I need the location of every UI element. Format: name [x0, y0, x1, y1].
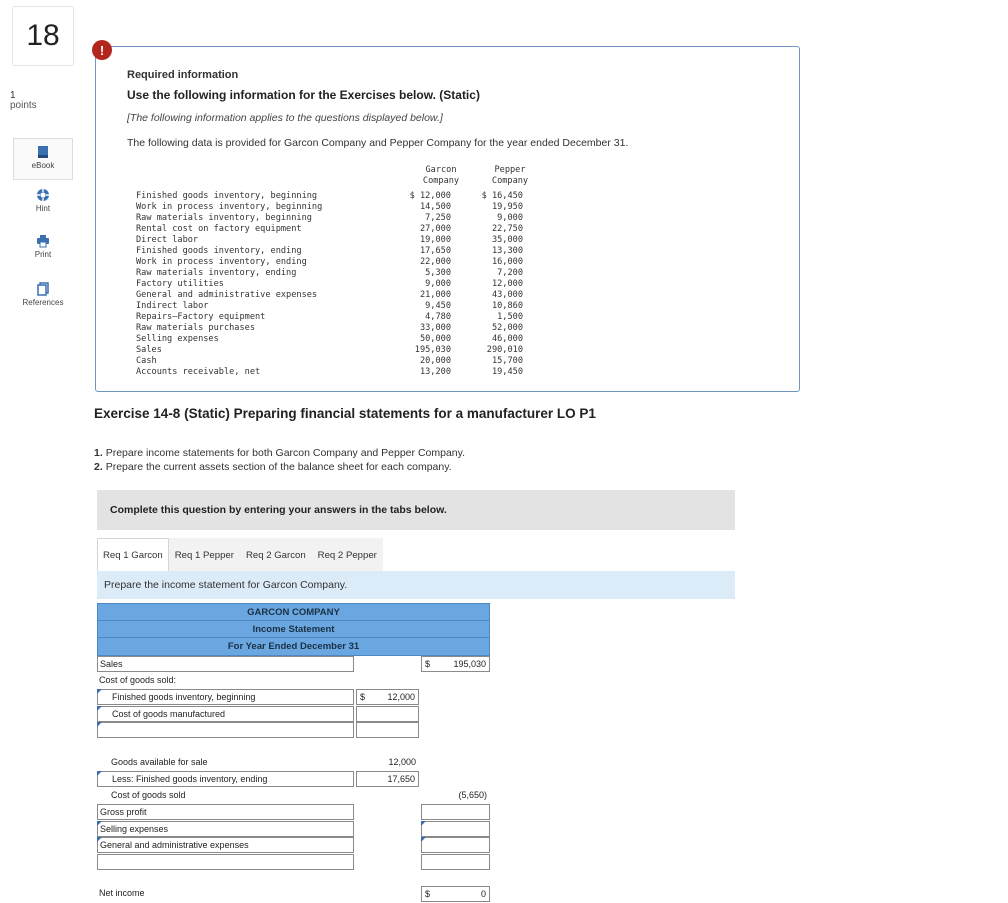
fg-ending-row	[97, 771, 490, 788]
blank-label-input[interactable]	[97, 722, 354, 738]
pepper-value: 9,000	[497, 213, 523, 223]
print-button[interactable]	[13, 234, 73, 276]
row-label: Finished goods inventory, beginning	[136, 191, 318, 201]
selling-amount[interactable]	[421, 821, 490, 837]
cgm-amount[interactable]	[356, 706, 419, 722]
garcon-value: 21,000	[419, 290, 451, 300]
blank-amount-input-2[interactable]	[421, 854, 490, 870]
exercise-title: Exercise 14-8 (Static) Preparing financial statements for a manufacturer LO P1	[94, 406, 596, 421]
pepper-value: 19,950	[491, 202, 523, 212]
pepper-value: 43,000	[491, 290, 523, 300]
cogs-heading-row	[97, 673, 490, 690]
income-statement	[97, 603, 490, 903]
requirement-tabs	[97, 536, 383, 572]
row-label: Selling expenses	[136, 334, 219, 344]
pepper-value: 12,000	[491, 279, 523, 289]
ebook-button[interactable]	[13, 138, 73, 180]
applies-note: [The following information applies to the questions displayed below.]	[127, 112, 443, 124]
garcon-value: 9,450	[425, 301, 451, 311]
net-income-amount[interactable]: $ 0	[421, 886, 490, 902]
garcon-value: 27,000	[419, 224, 451, 234]
pepper-value: 1,500	[497, 312, 523, 322]
instruction-1: 1. Prepare income statements for both Garcon Company and Pepper Company.	[94, 447, 466, 459]
garcon-value: 13,200	[419, 367, 451, 377]
pepper-value: 16,000	[491, 257, 523, 267]
row-label: Raw materials purchases	[136, 323, 255, 333]
references-icon	[36, 282, 50, 296]
row-label: Direct labor	[136, 235, 199, 245]
fg-beginning-label[interactable]: Finished goods inventory, beginning	[97, 689, 354, 705]
lifebuoy-icon	[36, 188, 50, 202]
pepper-value: 7,200	[497, 268, 523, 278]
prepare-instruction: Prepare the income statement for Garcon Company.	[97, 571, 735, 599]
sales-amount[interactable]: $ 195,030	[421, 656, 490, 672]
data-intro: The following data is provided for Garcon Company and Pepper Company for the year ended December 31.	[127, 137, 629, 149]
pepper-value: 35,000	[491, 235, 523, 245]
row-label: Work in process inventory, beginning	[136, 202, 323, 212]
garcon-value: 195,030	[414, 345, 451, 355]
row-label: Rental cost on factory equipment	[136, 224, 302, 234]
garcon-value: 9,000	[425, 279, 451, 289]
row-label: Finished goods inventory, ending	[136, 246, 302, 256]
row-label: Raw materials inventory, ending	[136, 268, 297, 278]
cogs-total-row	[97, 788, 490, 805]
net-income-row	[97, 886, 490, 903]
gafs-row	[97, 755, 490, 772]
row-label: Repairs—Factory equipment	[136, 312, 266, 322]
tab-req1-garcon[interactable]: Req 1 Garcon	[97, 538, 169, 572]
tab-req2-pepper[interactable]: Req 2 Pepper	[312, 538, 383, 572]
garcon-value: 4,780	[425, 312, 451, 322]
garcon-value: 14,500	[419, 202, 451, 212]
garcon-column-header: Garcon Company	[422, 165, 460, 186]
tab-req2-garcon[interactable]: Req 2 Garcon	[240, 538, 312, 572]
income-statement-header	[97, 603, 490, 656]
spacer-row	[97, 739, 490, 755]
cogs-total-amount: (5,650)	[458, 789, 487, 800]
row-label: Raw materials inventory, beginning	[136, 213, 312, 223]
complete-question-banner: Complete this question by entering your answers in the tabs below.	[97, 490, 735, 530]
hint-button[interactable]	[13, 188, 73, 230]
pepper-column-header: Pepper Company	[491, 165, 529, 186]
company-name: GARCON COMPANY	[98, 604, 489, 621]
statement-period: For Year Ended December 31	[227, 641, 360, 652]
cogs-heading: Cost of goods sold:	[99, 674, 177, 685]
row-label: Sales	[136, 345, 162, 355]
pepper-value: 13,300	[491, 246, 523, 256]
alert-icon: !	[92, 40, 112, 60]
row-label: Indirect labor	[136, 301, 209, 311]
ga-amount[interactable]	[421, 837, 490, 853]
pepper-value: 290,010	[486, 345, 523, 355]
instruction-2: 2. Prepare the current assets section of the balance sheet for each company.	[94, 461, 452, 473]
spacer-row-2	[97, 870, 490, 886]
row-label: Factory utilities	[136, 279, 224, 289]
pepper-value: 10,860	[491, 301, 523, 311]
cgm-row	[97, 706, 490, 723]
sales-label[interactable]: Sales	[97, 656, 354, 672]
gross-profit-label[interactable]: Gross profit	[97, 804, 354, 820]
garcon-value: 22,000	[419, 257, 451, 267]
sales-c1	[356, 656, 419, 672]
pepper-value: 22,750	[491, 224, 523, 234]
book-icon	[36, 145, 50, 159]
hint-label: Hint	[35, 204, 51, 213]
pepper-value: 19,450	[491, 367, 523, 377]
required-information-heading: Required information	[127, 69, 239, 81]
gafs-label: Goods available for sale	[111, 756, 208, 767]
printer-icon	[36, 234, 50, 248]
print-label: Print	[34, 250, 52, 259]
required-information-panel	[95, 46, 800, 392]
gafs-amount: 12,000	[388, 756, 416, 767]
sales-row	[97, 656, 490, 673]
garcon-value: 17,650	[419, 246, 451, 256]
garcon-value: 19,000	[419, 235, 451, 245]
row-label: Work in process inventory, ending	[136, 257, 307, 267]
garcon-value: 50,000	[419, 334, 451, 344]
blank-row-2	[97, 854, 490, 871]
ga-label[interactable]: General and administrative expenses	[97, 837, 354, 853]
fg-beginning-row	[97, 689, 490, 706]
ga-row	[97, 837, 490, 854]
selling-row	[97, 821, 490, 838]
fg-ending-amount[interactable]: 17,650	[356, 771, 419, 787]
garcon-value: 33,000	[419, 323, 451, 333]
garcon-value: 5,300	[425, 268, 451, 278]
ebook-label: eBook	[31, 161, 55, 170]
garcon-value: 20,000	[419, 356, 451, 366]
fg-ending-label[interactable]: Less: Finished goods inventory, ending	[97, 771, 354, 787]
gross-profit-amount[interactable]	[421, 804, 490, 820]
blank-amount-input[interactable]	[356, 722, 419, 738]
pepper-value: 52,000	[491, 323, 523, 333]
use-following-heading: Use the following information for the Exercises below. (Static)	[127, 88, 480, 102]
references-label: References	[22, 298, 64, 307]
pepper-value: 46,000	[491, 334, 523, 344]
points-label: points	[10, 100, 37, 111]
gross-profit-row	[97, 804, 490, 821]
question-number: 18	[12, 6, 74, 66]
references-button[interactable]	[13, 282, 73, 324]
pepper-value: $ 16,450	[481, 191, 523, 201]
row-label: Cash	[136, 356, 157, 366]
blank-row	[97, 722, 490, 739]
garcon-value: $ 12,000	[409, 191, 451, 201]
cogs-total-label: Cost of goods sold	[111, 789, 186, 800]
tab-req1-pepper[interactable]: Req 1 Pepper	[169, 538, 240, 572]
garcon-value: 7,250	[425, 213, 451, 223]
blank-label-input-2[interactable]	[97, 854, 354, 870]
fg-beginning-amount[interactable]: $ 12,000	[356, 689, 419, 705]
points-value: 1	[10, 90, 16, 101]
row-label: Accounts receivable, net	[136, 367, 261, 377]
cgm-label[interactable]: Cost of goods manufactured	[97, 706, 354, 722]
row-label: General and administrative expenses	[136, 290, 318, 300]
pepper-value: 15,700	[491, 356, 523, 366]
net-income-label: Net income	[99, 888, 145, 898]
selling-label[interactable]: Selling expenses	[97, 821, 354, 837]
statement-title: Income Statement	[98, 621, 489, 638]
